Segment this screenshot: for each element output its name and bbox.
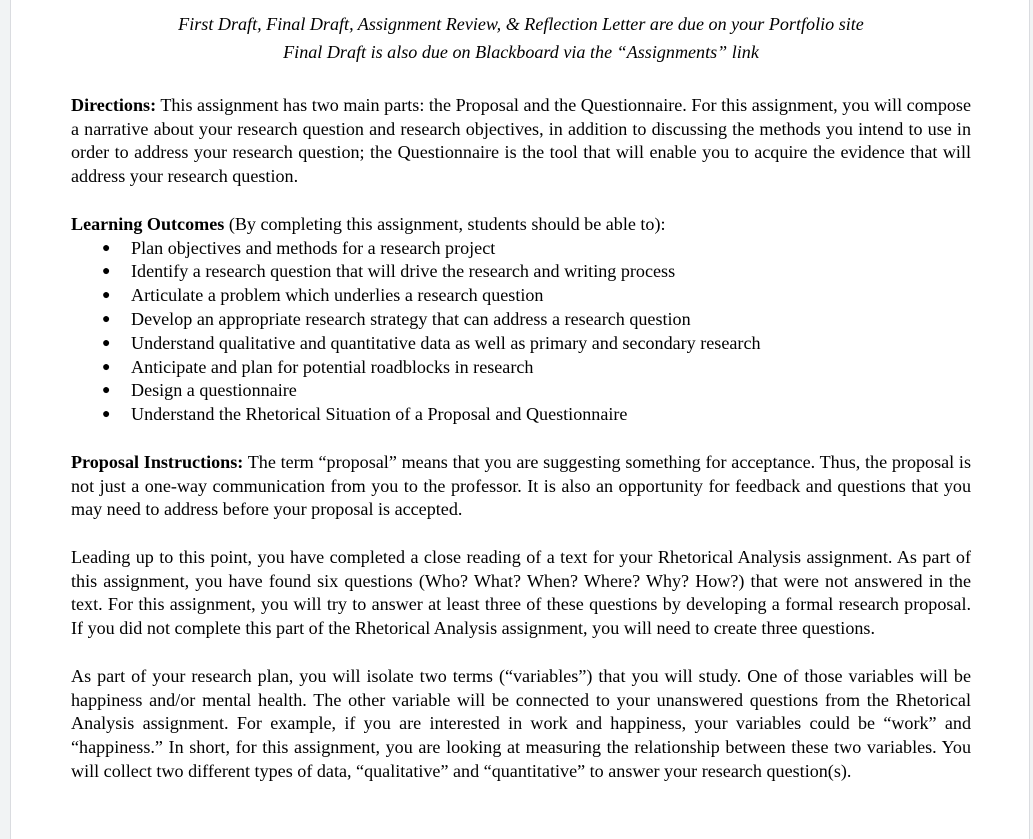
bullet-icon: ● [102,288,111,304]
learning-outcomes-list [71,237,971,427]
list-item [71,403,971,427]
list-item [71,308,971,332]
document-content [71,10,971,783]
spacer [71,427,971,451]
list-item-text: Understand the Rhetorical Situation of a Proposal and Questionnaire [131,404,628,425]
bullet-icon: ● [102,264,111,280]
list-item [71,356,971,380]
learning-outcomes-label: Learning Outcomes [71,213,225,234]
list-item [71,332,971,356]
list-item [71,260,971,284]
rhetorical-analysis-paragraph: Leading up to this point, you have completed a close reading of a text for your Rhetorical Analysis assignment. As part of this assignment, you have found six questions (Who? What? When? Where? Why? How?) that were not answered in the text. For this assignment, you will try to answer at least three of these questions by developing a formal research proposal. If you did not complete this part of the Rhetorical Analysis assignment, you will need to create three questions. [71,547,971,639]
list-item-text: Articulate a problem which underlies a research question [131,285,544,306]
research-plan-paragraph: As part of your research plan, you will isolate two terms (“variables”) that you will study. One of those variables will be happiness and/or mental health. The other variable will be connected to your unanswered questions from the Rhetorical Analysis assignment. For example, if you are interested in work and happiness, your variables could be “work” and “happiness.” In short, for this assignment, you are looking at measuring the relationship between these two variables. You will collect two different types of data, “qualitative” and “quantitative” to answer your research question(s). [71,665,971,781]
list-item-text: Design a questionnaire [131,380,297,401]
learning-outcomes-heading [71,213,971,237]
document-page [10,0,1030,839]
bullet-icon: ● [102,335,111,351]
list-item-text: Plan objectives and methods for a research project [131,237,496,258]
list-item-text: Understand qualitative and quantitative data as well as primary and secondary research [131,332,761,353]
directions-text: This assignment has two main parts: the Proposal and the Questionnaire. For this assignment, you will compose a narrative about your research question and research objectives, in addition to discussing the methods you intend to use in order to address your research question; the Questionnaire is the tool that will enable you to acquire the evidence that will address your research question. [71,95,971,187]
bullet-icon: ● [102,240,111,256]
bullet-icon: ● [102,359,111,375]
proposal-instructions-text: The term “proposal” means that you are suggesting something for acceptance. Thus, the proposal is not just a one-way communication from you to the professor. It is also an opportunity for feedback and questions that you may need to address before your proposal is accepted. [71,451,971,520]
list-item [71,237,971,261]
spacer [71,189,971,213]
bullet-icon: ● [102,311,111,327]
list-item [71,379,971,403]
due-note-portfolio: First Draft, Final Draft, Assignment Review, & Reflection Letter are due on your Portfolio site [178,14,864,34]
list-item [71,284,971,308]
bullet-icon: ● [102,383,111,399]
spacer [71,522,971,546]
due-note-blackboard: Final Draft is also due on Blackboard via the “Assignments” link [283,42,759,62]
list-item-text: Anticipate and plan for potential roadblocks in research [131,356,534,377]
bullet-icon: ● [102,407,111,423]
spacer [71,641,971,665]
directions-label: Directions: [71,95,157,115]
list-item-text: Develop an appropriate research strategy that can address a research question [131,308,691,329]
proposal-instructions-label: Proposal Instructions: [71,451,244,472]
directions-paragraph [71,94,971,189]
list-item-text: Identify a research question that will drive the research and writing process [131,261,676,282]
proposal-instructions-paragraph [71,451,971,522]
learning-outcomes-intro: (By completing this assignment, students should be able to): [224,213,666,234]
